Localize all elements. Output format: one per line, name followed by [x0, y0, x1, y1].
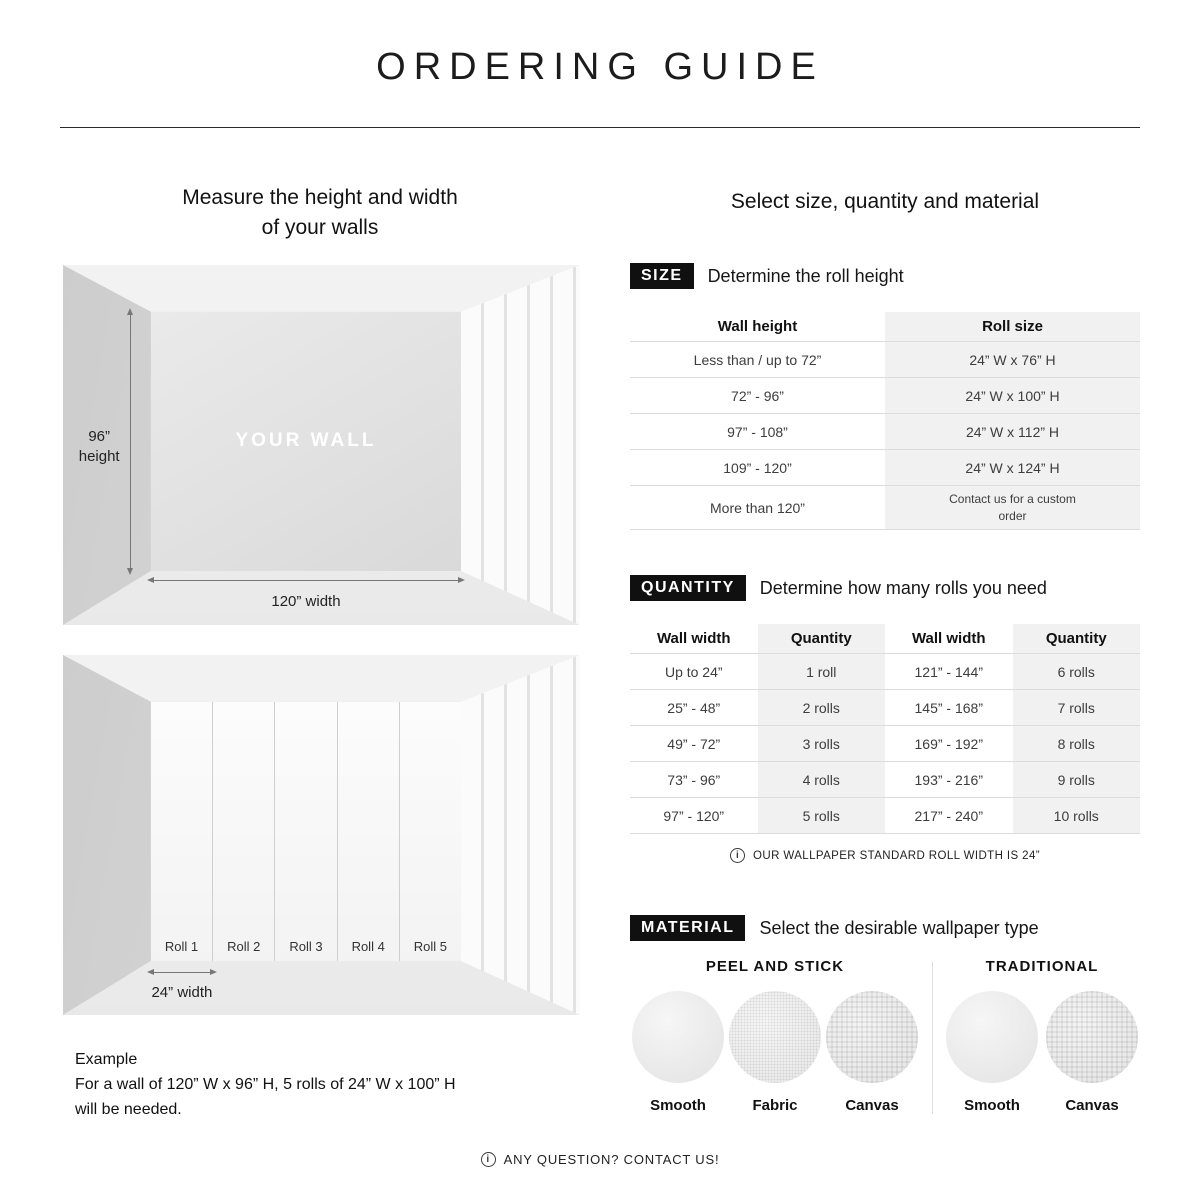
- swatch-item: [727, 991, 823, 1114]
- size-col-header: Roll size: [885, 312, 1140, 342]
- size-badge: SIZE: [630, 263, 694, 289]
- measure-heading-line1: Measure the height and width: [182, 186, 458, 209]
- height-dimension-arrow: [130, 312, 131, 571]
- qty-col-header: Wall width: [630, 624, 758, 654]
- width-dimension-arrow: [151, 580, 461, 581]
- material-subtitle: Select the desirable wallpaper type: [759, 917, 1039, 938]
- size-table: [630, 312, 1140, 530]
- roll-panel: [213, 702, 275, 961]
- roll-panel-label: Roll 4: [351, 938, 385, 954]
- room-back-wall: [151, 312, 461, 571]
- swatch-item: [1044, 991, 1140, 1114]
- qty-wall-width: 217” - 240”: [885, 798, 1013, 834]
- smooth-swatch-icon: [632, 991, 724, 1083]
- qty-col-header: Quantity: [1013, 624, 1141, 654]
- size-col-header: Wall height: [630, 312, 885, 342]
- qty-wall-width: 145” - 168”: [885, 690, 1013, 726]
- measure-heading: [60, 183, 580, 244]
- peel-and-stick-group: [630, 958, 920, 1114]
- footer-contact-text: ANY QUESTION? CONTACT US!: [503, 1152, 720, 1167]
- size-wall-height: 97” - 108”: [630, 414, 885, 450]
- height-word: height: [78, 448, 120, 466]
- width-dimension-label: 120” width: [271, 592, 341, 610]
- qty-wall-width: 25” - 48”: [630, 690, 758, 726]
- size-section-header: [630, 263, 904, 289]
- quantity-section-header: [630, 575, 1047, 601]
- roll-width-dimension-arrow: [151, 972, 213, 973]
- roll-panel-label: Roll 1: [164, 938, 199, 954]
- qty-wall-width: 193” - 216”: [885, 762, 1013, 798]
- room-window: [461, 655, 580, 1015]
- traditional-group: [944, 958, 1140, 1114]
- qty-wall-width: 97” - 120”: [630, 798, 758, 834]
- size-wall-height: More than 120”: [630, 486, 885, 530]
- example-block: [75, 1048, 456, 1122]
- qty-rolls: 3 rolls: [758, 726, 886, 762]
- rolls-diagram: [63, 655, 580, 1015]
- size-roll-size: 24” W x 112” H: [885, 414, 1140, 450]
- size-subtitle: Determine the roll height: [707, 265, 904, 286]
- qty-wall-width: 49” - 72”: [630, 726, 758, 762]
- size-wall-height: 109” - 120”: [630, 450, 885, 486]
- material-section-header: [630, 915, 1039, 941]
- swatch-label: Fabric: [752, 1097, 798, 1114]
- info-icon: i: [481, 1152, 496, 1167]
- size-roll-size: 24” W x 76” H: [885, 342, 1140, 378]
- qty-rolls: 7 rolls: [1013, 690, 1141, 726]
- wall-diagram: [63, 265, 580, 625]
- size-roll-size: [885, 486, 1140, 530]
- example-line1: For a wall of 120” W x 96” H, 5 rolls of 24” W x 100” H: [75, 1075, 456, 1093]
- swatch-row: [944, 991, 1140, 1114]
- quantity-subtitle: Determine how many rolls you need: [759, 577, 1047, 598]
- size-roll-size: 24” W x 100” H: [885, 378, 1140, 414]
- qty-wall-width: 121” - 144”: [885, 654, 1013, 690]
- page-title: ORDERING GUIDE: [376, 46, 824, 88]
- your-wall-label: YOUR WALL: [235, 430, 377, 452]
- canvas-swatch-icon: [826, 991, 918, 1083]
- qty-wall-width: 169” - 192”: [885, 726, 1013, 762]
- select-heading: Select size, quantity and material: [730, 190, 1040, 213]
- example-line2: will be needed.: [75, 1100, 182, 1118]
- info-icon: i: [730, 848, 745, 863]
- roll-panel: [400, 702, 461, 961]
- roll-panel-label: Roll 3: [289, 938, 323, 954]
- smooth-swatch-icon: [946, 991, 1038, 1083]
- qty-rolls: 5 rolls: [758, 798, 886, 834]
- qty-rolls: 9 rolls: [1013, 762, 1141, 798]
- qty-rolls: 4 rolls: [758, 762, 886, 798]
- quantity-badge: QUANTITY: [630, 575, 746, 601]
- swatch-label: Smooth: [650, 1097, 706, 1114]
- material-badge: MATERIAL: [630, 915, 745, 941]
- qty-wall-width: Up to 24”: [630, 654, 758, 690]
- swatch-item: [824, 991, 920, 1114]
- qty-col-header: Wall width: [885, 624, 1013, 654]
- swatch-label: Canvas: [845, 1097, 899, 1114]
- roll-panel: [275, 702, 337, 961]
- peel-and-stick-title: PEEL AND STICK: [705, 958, 845, 975]
- height-value: 96”: [88, 428, 111, 445]
- size-roll-size: 24” W x 124” H: [885, 450, 1140, 486]
- qty-rolls: 2 rolls: [758, 690, 886, 726]
- qty-rolls: 8 rolls: [1013, 726, 1141, 762]
- roll-width-note: [630, 848, 1140, 863]
- canvas-swatch-icon: [1046, 991, 1138, 1083]
- fabric-swatch-icon: [729, 991, 821, 1083]
- swatch-row: [630, 991, 920, 1114]
- roll-width-dimension-label: 24” width: [151, 984, 213, 1002]
- quantity-table: [630, 624, 1140, 834]
- swatch-item: [944, 991, 1040, 1114]
- traditional-title: TRADITIONAL: [985, 958, 1099, 975]
- qty-rolls: 10 rolls: [1013, 798, 1141, 834]
- roll-panel: [151, 702, 213, 961]
- height-dimension-label: [68, 427, 130, 468]
- example-title: Example: [75, 1051, 138, 1068]
- qty-wall-width: 73” - 96”: [630, 762, 758, 798]
- size-wall-height: 72” - 96”: [630, 378, 885, 414]
- material-group-divider: [932, 962, 933, 1114]
- swatch-item: [630, 991, 726, 1114]
- roll-panel-label: Roll 5: [413, 938, 448, 954]
- qty-rolls: 1 roll: [758, 654, 886, 690]
- roll-width-note-text: OUR WALLPAPER STANDARD ROLL WIDTH IS 24”: [753, 849, 1040, 862]
- roll-panel-label: Roll 2: [227, 938, 261, 954]
- qty-rolls: 6 rolls: [1013, 654, 1141, 690]
- qty-col-header: Quantity: [758, 624, 886, 654]
- custom-order-text: Contact us for a custom order: [949, 492, 1076, 523]
- room-window: [461, 265, 580, 625]
- size-wall-height: Less than / up to 72”: [630, 342, 885, 378]
- roll-panel: [338, 702, 400, 961]
- footer-contact: [0, 1152, 1200, 1167]
- swatch-label: Canvas: [1065, 1097, 1119, 1114]
- swatch-label: Smooth: [964, 1097, 1020, 1114]
- roll-panels: [151, 702, 461, 961]
- measure-heading-line2: of your walls: [261, 216, 379, 240]
- title-divider: [60, 127, 1140, 128]
